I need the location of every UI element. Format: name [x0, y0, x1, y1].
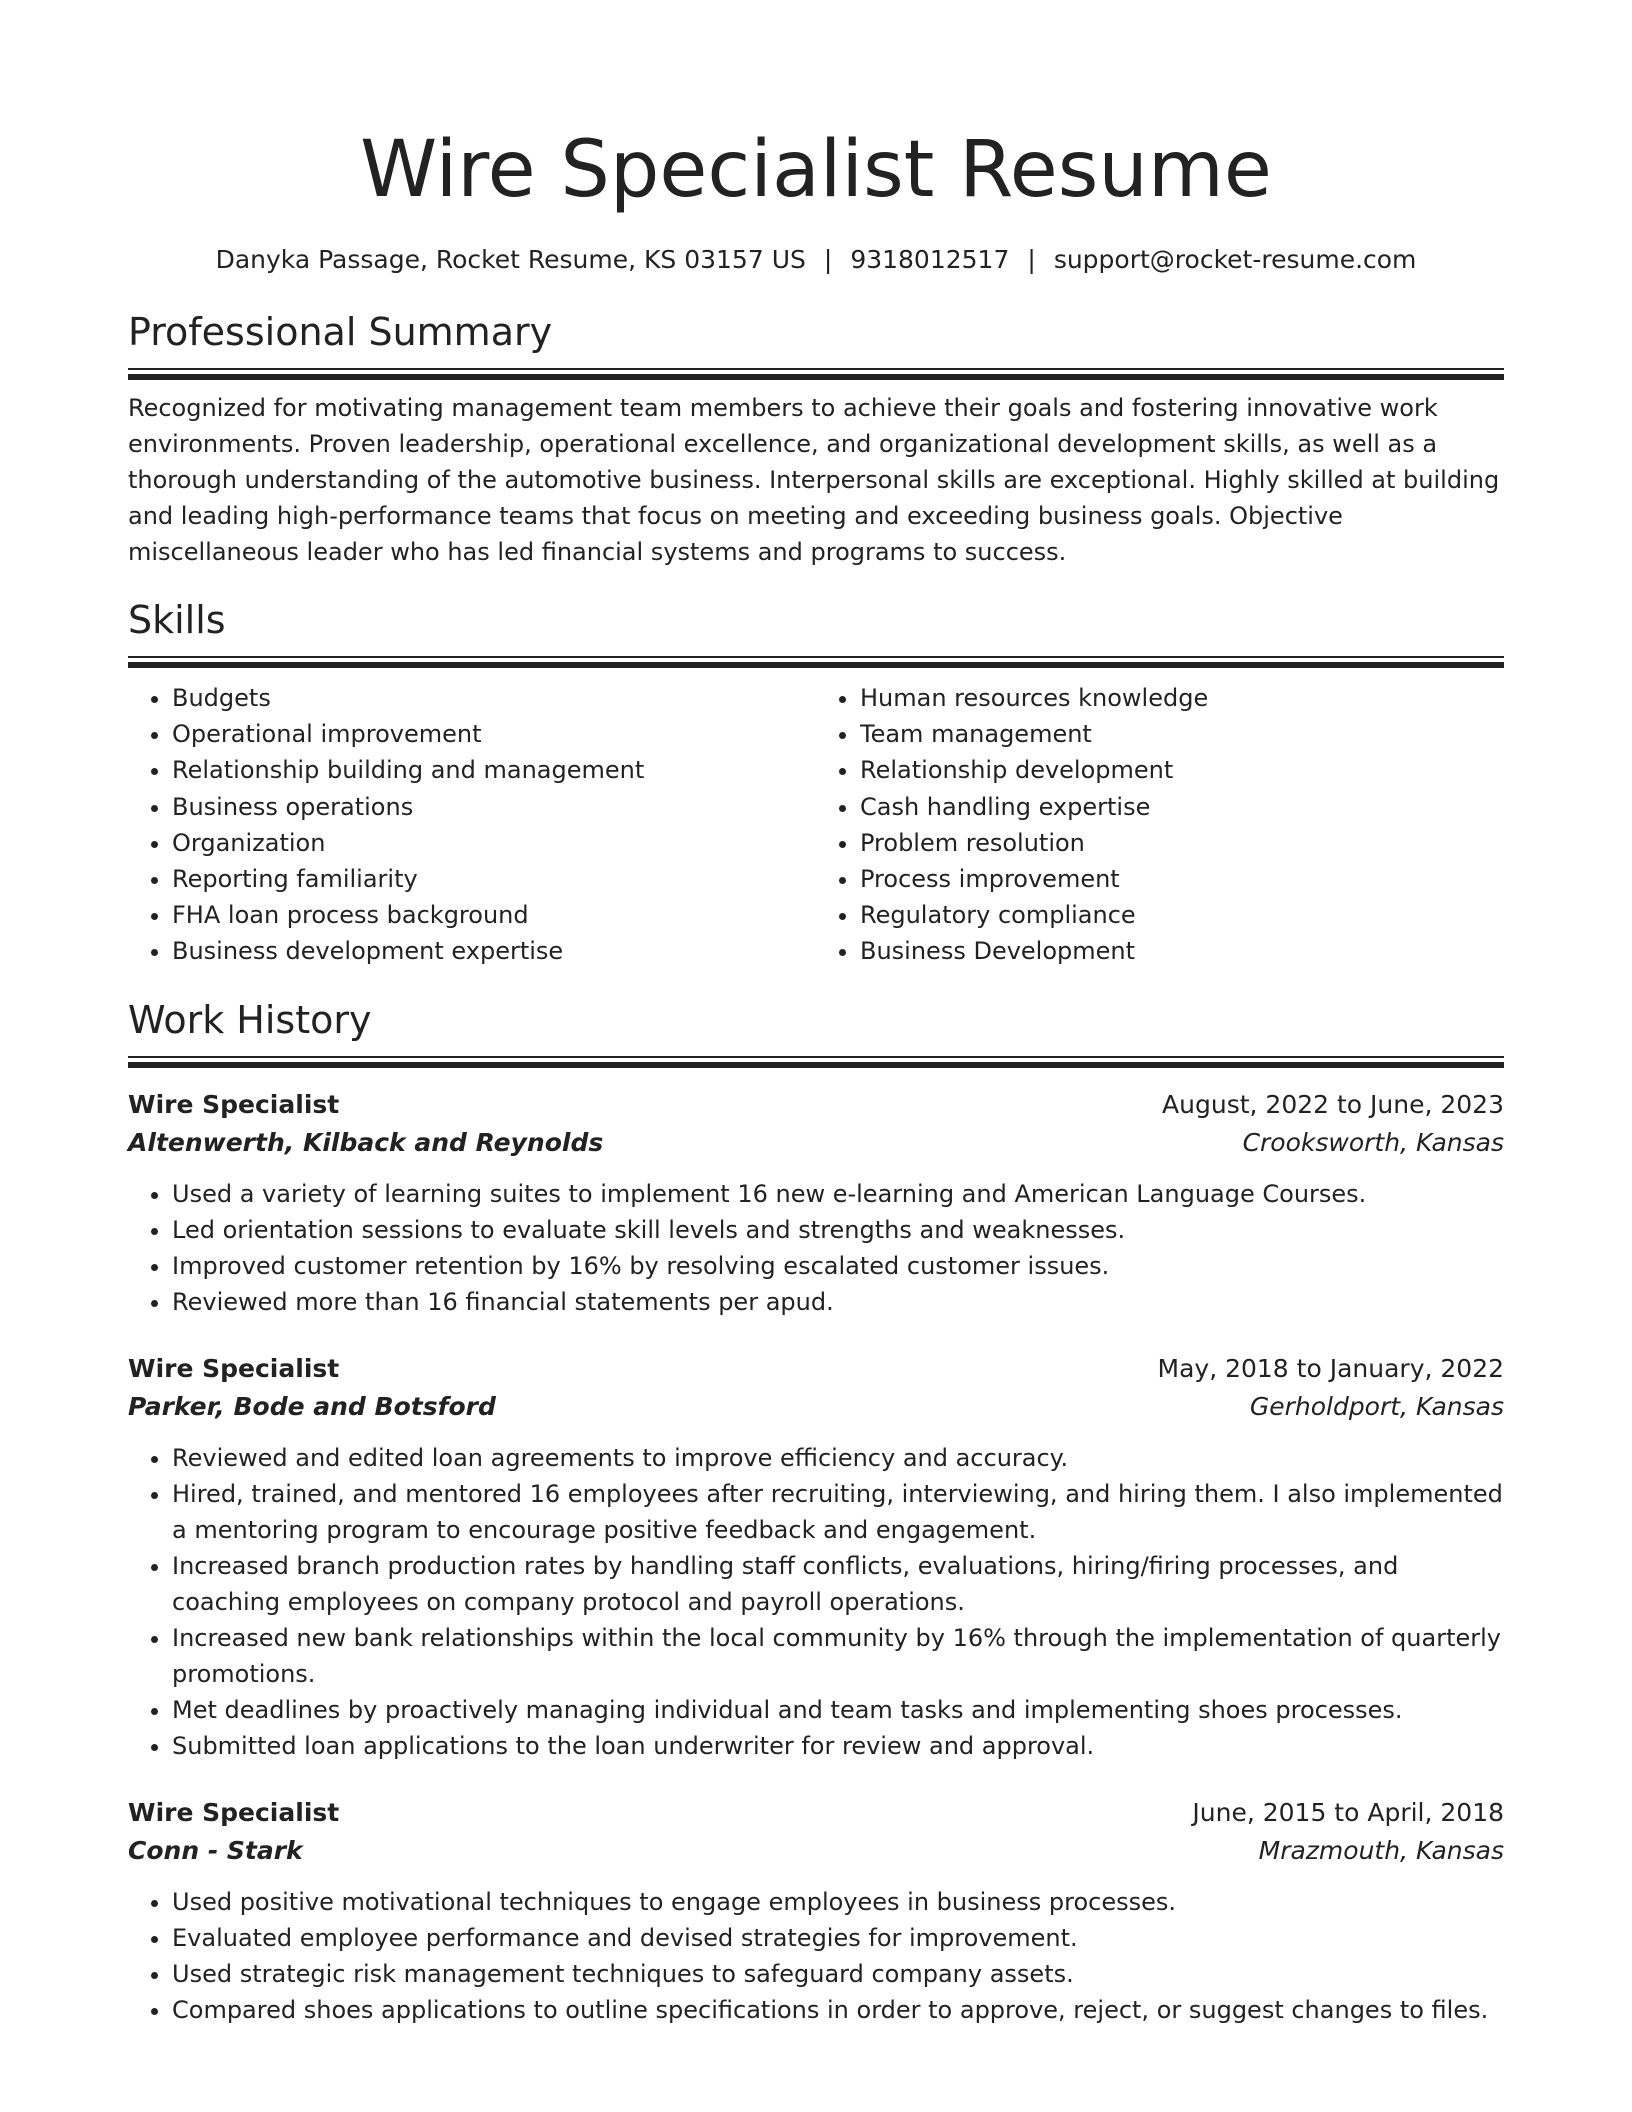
job-bullet: • Increased branch production rates by handling staff conflicts, evaluations, hiring/firing processes, and coaching employees on company protocol and payroll operations.	[172, 1548, 1504, 1620]
skills-heading: Skills	[128, 598, 226, 642]
skill-item: • Business Development	[860, 933, 1504, 969]
job-company: Parker, Bode and Botsford	[128, 1391, 496, 1421]
job-location: Mrazmouth, Kansas	[1258, 1835, 1504, 1865]
job-bullet: • Increased new bank relationships within the local community by 16% through the implementation of quarterly promotions.	[172, 1620, 1504, 1692]
job-bullet: • Used positive motivational techniques to engage employees in business processes.	[172, 1884, 1504, 1920]
job-bullet: • Led orientation sessions to evaluate skill levels and strengths and weaknesses.	[172, 1212, 1504, 1248]
job-title: Wire Specialist	[128, 1353, 340, 1383]
job-bullet: • Improved customer retention by 16% by resolving escalated customer issues.	[172, 1248, 1504, 1284]
job-location: Gerholdport, Kansas	[1249, 1391, 1504, 1421]
job-entry	[128, 1794, 1504, 2028]
summary-text: Recognized for motivating management team members to achieve their goals and fostering innovative work environments. Proven leadership, operational excellence, and organizational development skills, as well as a thorough understanding of the automotive business. Interpersonal skills are exceptional. Highly skilled at building and leading high-performance teams that focus on meeting and exceeding business goals. Objective miscellaneous leader who has led financial systems and programs to success.	[128, 394, 1500, 566]
job-dates: August, 2022 to June, 2023	[1162, 1089, 1504, 1119]
job-bullet: • Used strategic risk management techniques to safeguard company assets.	[172, 1956, 1504, 1992]
skill-item: • Reporting familiarity	[172, 861, 816, 897]
work-history-section	[128, 996, 1504, 2028]
contact-phone: 9318012517	[850, 245, 1010, 274]
skill-item: • Regulatory compliance	[860, 897, 1504, 933]
job-location: Crooksworth, Kansas	[1242, 1127, 1504, 1157]
skill-item: • Relationship building and management	[172, 752, 816, 788]
summary-heading: Professional Summary	[128, 310, 553, 354]
skill-item: • Problem resolution	[860, 825, 1504, 861]
skill-item: • Organization	[172, 825, 816, 861]
skill-item: • Operational improvement	[172, 716, 816, 752]
job-dates: May, 2018 to January, 2022	[1157, 1353, 1504, 1383]
skill-item: • FHA loan process background	[172, 897, 816, 933]
job-company: Conn - Stark	[128, 1835, 303, 1865]
job-title: Wire Specialist	[128, 1089, 340, 1119]
job-bullets	[128, 1440, 1504, 1764]
job-bullet: • Met deadlines by proactively managing individual and team tasks and implementing shoes processes.	[172, 1692, 1504, 1728]
section-divider	[128, 368, 1504, 380]
contact-line	[128, 244, 1504, 276]
skills-list-right	[816, 680, 1504, 970]
job-entry	[128, 1086, 1504, 1320]
summary-section	[128, 308, 1504, 570]
contact-email: support@rocket-resume.com	[1053, 245, 1417, 274]
job-bullet: • Submitted loan applications to the loan underwriter for review and approval.	[172, 1728, 1504, 1764]
resume-title: Wire Specialist Resume	[360, 125, 1272, 215]
section-divider	[128, 656, 1504, 668]
job-bullet: • Evaluated employee performance and devised strategies for improvement.	[172, 1920, 1504, 1956]
skills-section	[128, 596, 1504, 970]
job-company: Altenwerth, Kilback and Reynolds	[128, 1127, 604, 1157]
skill-item: • Team management	[860, 716, 1504, 752]
skill-item: • Budgets	[172, 680, 816, 716]
job-title: Wire Specialist	[128, 1797, 340, 1827]
skill-item: • Business operations	[172, 789, 816, 825]
job-entry	[128, 1350, 1504, 1764]
contact-separator: |	[823, 245, 833, 274]
job-bullet: • Reviewed more than 16 financial statements per apud.	[172, 1284, 1504, 1320]
skills-list-left	[128, 680, 816, 970]
skills-columns	[128, 680, 1504, 970]
job-bullets	[128, 1176, 1504, 1320]
work-history-heading: Work History	[128, 997, 372, 1042]
contact-separator: |	[1027, 245, 1036, 274]
job-bullet: • Used a variety of learning suites to implement 16 new e-learning and American Language Courses.	[172, 1176, 1504, 1212]
job-bullet: • Reviewed and edited loan agreements to improve efficiency and accuracy.	[172, 1440, 1504, 1476]
skill-item: • Relationship development	[860, 752, 1504, 788]
contact-address: Danyka Passage, Rocket Resume, KS 03157 US	[215, 245, 806, 274]
skill-item: • Cash handling expertise	[860, 789, 1504, 825]
job-bullet: • Hired, trained, and mentored 16 employees after recruiting, interviewing, and hiring them. I also implemented a mentoring program to encourage positive feedback and engagement.	[172, 1476, 1504, 1548]
job-dates: June, 2015 to April, 2018	[1192, 1797, 1504, 1827]
section-divider	[128, 1056, 1504, 1068]
skill-item: • Human resources knowledge	[860, 680, 1504, 716]
job-bullets	[128, 1884, 1504, 2028]
skill-item: • Process improvement	[860, 861, 1504, 897]
job-bullet: • Compared shoes applications to outline specifications in order to approve, reject, or suggest changes to files.	[172, 1992, 1504, 2028]
skill-item: • Business development expertise	[172, 933, 816, 969]
